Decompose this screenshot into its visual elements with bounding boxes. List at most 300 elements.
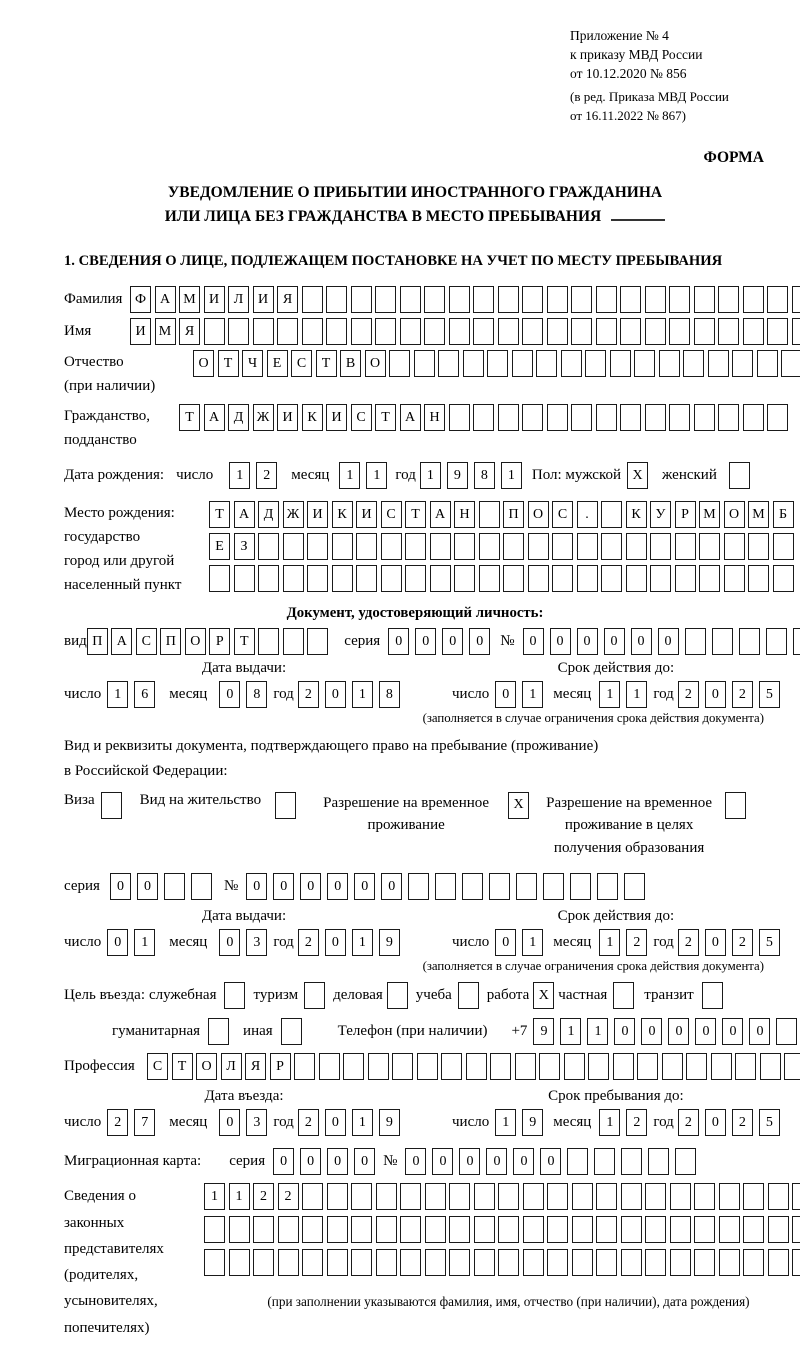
char-cell[interactable] [675,1148,696,1175]
char-cell[interactable] [425,1249,446,1276]
char-cell[interactable] [702,982,723,1009]
char-cell[interactable] [302,1183,323,1210]
char-cell[interactable] [613,1053,634,1080]
char-cell[interactable]: 0 [495,681,516,708]
char-cell[interactable] [523,1249,544,1276]
char-cell[interactable] [449,1183,470,1210]
char-cell[interactable] [307,628,328,655]
char-cell[interactable]: И [130,318,151,345]
char-cell[interactable] [792,286,800,313]
char-cell[interactable] [748,533,769,560]
char-cell[interactable]: X [627,462,648,489]
char-cell[interactable] [570,873,591,900]
char-cell[interactable] [164,873,185,900]
char-cell[interactable]: К [302,404,323,431]
char-cell[interactable] [767,404,788,431]
char-cell[interactable]: 0 [604,628,625,655]
char-cell[interactable] [792,1216,800,1243]
char-cell[interactable] [547,1249,568,1276]
char-cell[interactable]: 2 [256,462,277,489]
char-cell[interactable] [326,286,347,313]
char-cell[interactable] [462,873,483,900]
char-cell[interactable] [479,501,500,528]
char-cell[interactable] [522,318,543,345]
char-cell[interactable]: 2 [678,681,699,708]
char-cell[interactable] [523,1216,544,1243]
char-cell[interactable] [204,318,225,345]
char-cell[interactable]: 1 [134,929,155,956]
char-cell[interactable] [522,286,543,313]
char-cell[interactable]: Т [218,350,239,377]
char-cell[interactable] [281,1018,302,1045]
char-cell[interactable] [381,565,402,592]
char-cell[interactable] [503,565,524,592]
char-cell[interactable] [708,350,729,377]
char-cell[interactable]: М [699,501,720,528]
char-cell[interactable]: 7 [134,1109,155,1136]
char-cell[interactable]: 9 [533,1018,554,1045]
char-cell[interactable]: 1 [587,1018,608,1045]
char-cell[interactable]: 9 [522,1109,543,1136]
char-cell[interactable]: З [234,533,255,560]
char-cell[interactable] [620,286,641,313]
char-cell[interactable] [725,792,746,819]
char-cell[interactable] [209,565,230,592]
char-cell[interactable] [405,533,426,560]
char-cell[interactable]: 1 [229,462,250,489]
char-cell[interactable] [626,533,647,560]
char-cell[interactable] [258,628,279,655]
char-cell[interactable] [577,533,598,560]
char-cell[interactable] [596,286,617,313]
char-cell[interactable] [645,404,666,431]
char-cell[interactable] [424,286,445,313]
char-cell[interactable] [449,318,470,345]
char-cell[interactable] [487,350,508,377]
char-cell[interactable] [610,350,631,377]
char-cell[interactable]: 0 [695,1018,716,1045]
char-cell[interactable]: 0 [668,1018,689,1045]
char-cell[interactable] [792,318,800,345]
char-cell[interactable] [601,533,622,560]
char-cell[interactable]: М [155,318,176,345]
char-cell[interactable] [675,565,696,592]
char-cell[interactable] [234,565,255,592]
char-cell[interactable] [381,533,402,560]
char-cell[interactable] [376,1216,397,1243]
char-cell[interactable] [596,1249,617,1276]
char-cell[interactable]: 1 [107,681,128,708]
char-cell[interactable] [253,318,274,345]
char-cell[interactable]: 2 [678,929,699,956]
char-cell[interactable] [561,350,582,377]
char-cell[interactable]: Т [375,404,396,431]
char-cell[interactable] [498,404,519,431]
char-cell[interactable]: 0 [614,1018,635,1045]
char-cell[interactable]: О [193,350,214,377]
char-cell[interactable] [392,1053,413,1080]
char-cell[interactable] [430,565,451,592]
char-cell[interactable] [585,350,606,377]
char-cell[interactable] [523,1183,544,1210]
char-cell[interactable] [376,1249,397,1276]
char-cell[interactable] [743,318,764,345]
char-cell[interactable]: Л [228,286,249,313]
char-cell[interactable]: Д [258,501,279,528]
char-cell[interactable]: С [381,501,402,528]
char-cell[interactable]: 0 [327,873,348,900]
char-cell[interactable]: 1 [522,681,543,708]
char-cell[interactable]: 8 [246,681,267,708]
char-cell[interactable]: 9 [379,929,400,956]
char-cell[interactable] [645,1216,666,1243]
char-cell[interactable] [389,350,410,377]
char-cell[interactable]: Т [209,501,230,528]
char-cell[interactable] [621,1148,642,1175]
char-cell[interactable] [228,318,249,345]
char-cell[interactable]: И [204,286,225,313]
char-cell[interactable]: . [577,501,598,528]
char-cell[interactable] [543,873,564,900]
char-cell[interactable] [498,286,519,313]
char-cell[interactable] [594,1148,615,1175]
char-cell[interactable] [302,286,323,313]
char-cell[interactable]: 3 [246,929,267,956]
char-cell[interactable]: 0 [705,681,726,708]
char-cell[interactable] [283,628,304,655]
char-cell[interactable] [601,565,622,592]
char-cell[interactable] [326,318,347,345]
char-cell[interactable]: 0 [550,628,571,655]
char-cell[interactable] [686,1053,707,1080]
char-cell[interactable]: 0 [577,628,598,655]
char-cell[interactable] [498,318,519,345]
char-cell[interactable] [536,350,557,377]
char-cell[interactable]: 0 [327,1148,348,1175]
char-cell[interactable] [283,533,304,560]
char-cell[interactable] [376,1183,397,1210]
char-cell[interactable]: Я [179,318,200,345]
char-cell[interactable] [766,628,787,655]
char-cell[interactable]: Е [209,533,230,560]
char-cell[interactable]: 3 [246,1109,267,1136]
char-cell[interactable] [577,565,598,592]
char-cell[interactable] [739,628,760,655]
char-cell[interactable] [441,1053,462,1080]
char-cell[interactable]: 1 [560,1018,581,1045]
char-cell[interactable]: Т [405,501,426,528]
char-cell[interactable] [327,1249,348,1276]
char-cell[interactable]: Т [172,1053,193,1080]
char-cell[interactable] [515,1053,536,1080]
char-cell[interactable] [620,318,641,345]
char-cell[interactable] [458,982,479,1009]
char-cell[interactable]: Р [209,628,230,655]
char-cell[interactable]: 2 [626,1109,647,1136]
char-cell[interactable]: 0 [631,628,652,655]
char-cell[interactable] [571,318,592,345]
char-cell[interactable] [596,318,617,345]
char-cell[interactable]: 1 [599,1109,620,1136]
char-cell[interactable] [253,1249,274,1276]
char-cell[interactable]: 2 [732,681,753,708]
char-cell[interactable] [400,1216,421,1243]
char-cell[interactable]: 5 [759,681,780,708]
char-cell[interactable] [699,533,720,560]
char-cell[interactable]: 0 [325,1109,346,1136]
char-cell[interactable] [294,1053,315,1080]
char-cell[interactable] [304,982,325,1009]
char-cell[interactable] [229,1216,250,1243]
char-cell[interactable] [670,1249,691,1276]
char-cell[interactable] [588,1053,609,1080]
char-cell[interactable]: К [332,501,353,528]
char-cell[interactable] [351,1249,372,1276]
char-cell[interactable] [498,1249,519,1276]
char-cell[interactable] [669,318,690,345]
char-cell[interactable]: Е [267,350,288,377]
char-cell[interactable]: 0 [705,1109,726,1136]
char-cell[interactable] [258,565,279,592]
char-cell[interactable] [438,350,459,377]
char-cell[interactable] [356,533,377,560]
char-cell[interactable] [405,565,426,592]
char-cell[interactable] [498,1183,519,1210]
char-cell[interactable] [768,1216,789,1243]
char-cell[interactable] [547,1216,568,1243]
char-cell[interactable] [781,350,800,377]
char-cell[interactable] [351,318,372,345]
char-cell[interactable]: 1 [599,929,620,956]
char-cell[interactable] [743,1216,764,1243]
char-cell[interactable] [793,628,800,655]
char-cell[interactable] [748,565,769,592]
char-cell[interactable]: И [277,404,298,431]
char-cell[interactable]: 1 [501,462,522,489]
char-cell[interactable]: 1 [352,929,373,956]
char-cell[interactable] [449,404,470,431]
char-cell[interactable]: 0 [523,628,544,655]
char-cell[interactable]: А [400,404,421,431]
char-cell[interactable]: Т [316,350,337,377]
char-cell[interactable] [400,286,421,313]
char-cell[interactable] [683,350,704,377]
char-cell[interactable] [449,1249,470,1276]
char-cell[interactable] [564,1053,585,1080]
char-cell[interactable] [626,565,647,592]
char-cell[interactable] [621,1249,642,1276]
char-cell[interactable] [596,404,617,431]
char-cell[interactable] [552,565,573,592]
char-cell[interactable] [669,286,690,313]
char-cell[interactable] [621,1216,642,1243]
char-cell[interactable]: 0 [415,628,436,655]
char-cell[interactable]: 2 [298,681,319,708]
char-cell[interactable] [645,1249,666,1276]
char-cell[interactable]: X [533,982,554,1009]
char-cell[interactable]: Н [454,501,475,528]
char-cell[interactable]: Я [277,286,298,313]
char-cell[interactable] [547,318,568,345]
char-cell[interactable]: 0 [722,1018,743,1045]
char-cell[interactable]: 8 [474,462,495,489]
char-cell[interactable] [332,565,353,592]
char-cell[interactable] [454,533,475,560]
char-cell[interactable] [743,404,764,431]
char-cell[interactable] [191,873,212,900]
char-cell[interactable]: 1 [352,1109,373,1136]
char-cell[interactable]: 0 [273,1148,294,1175]
char-cell[interactable]: О [365,350,386,377]
char-cell[interactable] [719,1216,740,1243]
char-cell[interactable]: С [291,350,312,377]
char-cell[interactable] [768,1183,789,1210]
char-cell[interactable]: Ф [130,286,151,313]
char-cell[interactable]: А [111,628,132,655]
char-cell[interactable] [277,318,298,345]
char-cell[interactable]: Ж [283,501,304,528]
char-cell[interactable]: Л [221,1053,242,1080]
char-cell[interactable]: О [185,628,206,655]
char-cell[interactable] [343,1053,364,1080]
char-cell[interactable] [208,1018,229,1045]
char-cell[interactable]: 1 [420,462,441,489]
char-cell[interactable]: Р [270,1053,291,1080]
char-cell[interactable]: 0 [219,681,240,708]
char-cell[interactable] [699,565,720,592]
char-cell[interactable]: 0 [641,1018,662,1045]
char-cell[interactable] [694,1216,715,1243]
char-cell[interactable] [685,628,706,655]
char-cell[interactable] [430,533,451,560]
char-cell[interactable] [784,1053,800,1080]
char-cell[interactable] [743,286,764,313]
char-cell[interactable] [547,286,568,313]
char-cell[interactable]: 0 [540,1148,561,1175]
char-cell[interactable] [351,286,372,313]
char-cell[interactable] [773,533,794,560]
char-cell[interactable] [645,318,666,345]
char-cell[interactable]: X [508,792,529,819]
char-cell[interactable]: 0 [300,873,321,900]
char-cell[interactable] [572,1249,593,1276]
char-cell[interactable] [718,318,739,345]
char-cell[interactable]: 1 [626,681,647,708]
char-cell[interactable] [634,350,655,377]
char-cell[interactable]: 0 [658,628,679,655]
char-cell[interactable]: О [724,501,745,528]
char-cell[interactable] [694,404,715,431]
char-cell[interactable]: 2 [298,929,319,956]
char-cell[interactable]: О [196,1053,217,1080]
char-cell[interactable]: 0 [354,873,375,900]
char-cell[interactable] [669,404,690,431]
char-cell[interactable] [597,873,618,900]
char-cell[interactable]: И [326,404,347,431]
char-cell[interactable] [694,286,715,313]
char-cell[interactable] [645,1183,666,1210]
char-cell[interactable] [675,533,696,560]
char-cell[interactable]: Р [675,501,696,528]
char-cell[interactable] [414,350,435,377]
char-cell[interactable]: 0 [273,873,294,900]
char-cell[interactable] [670,1183,691,1210]
char-cell[interactable]: 1 [339,462,360,489]
char-cell[interactable] [724,565,745,592]
char-cell[interactable] [400,1249,421,1276]
char-cell[interactable]: 0 [486,1148,507,1175]
char-cell[interactable]: 2 [278,1183,299,1210]
char-cell[interactable]: 2 [298,1109,319,1136]
char-cell[interactable] [757,350,778,377]
char-cell[interactable]: И [356,501,377,528]
char-cell[interactable] [645,286,666,313]
char-cell[interactable] [101,792,122,819]
char-cell[interactable] [792,1249,800,1276]
char-cell[interactable]: С [147,1053,168,1080]
char-cell[interactable] [567,1148,588,1175]
char-cell[interactable] [624,873,645,900]
char-cell[interactable] [767,318,788,345]
char-cell[interactable] [621,1183,642,1210]
char-cell[interactable] [719,1183,740,1210]
char-cell[interactable] [718,404,739,431]
char-cell[interactable]: С [351,404,372,431]
char-cell[interactable] [694,1249,715,1276]
char-cell[interactable] [596,1216,617,1243]
char-cell[interactable] [547,404,568,431]
char-cell[interactable] [204,1249,225,1276]
char-cell[interactable]: А [204,404,225,431]
char-cell[interactable] [650,533,671,560]
char-cell[interactable] [729,462,750,489]
char-cell[interactable]: 0 [137,873,158,900]
char-cell[interactable]: Т [179,404,200,431]
char-cell[interactable] [572,1183,593,1210]
char-cell[interactable]: 0 [219,929,240,956]
char-cell[interactable]: 0 [246,873,267,900]
char-cell[interactable]: 1 [495,1109,516,1136]
char-cell[interactable]: 5 [759,929,780,956]
char-cell[interactable]: 2 [732,1109,753,1136]
char-cell[interactable]: В [340,350,361,377]
char-cell[interactable] [466,1053,487,1080]
char-cell[interactable] [474,1249,495,1276]
char-cell[interactable]: 1 [366,462,387,489]
char-cell[interactable]: 2 [678,1109,699,1136]
char-cell[interactable] [490,1053,511,1080]
char-cell[interactable]: 1 [522,929,543,956]
char-cell[interactable]: 1 [352,681,373,708]
char-cell[interactable]: 2 [626,929,647,956]
char-cell[interactable]: И [253,286,274,313]
char-cell[interactable]: 0 [432,1148,453,1175]
char-cell[interactable] [473,404,494,431]
char-cell[interactable] [375,286,396,313]
char-cell[interactable] [724,533,745,560]
char-cell[interactable] [719,1249,740,1276]
char-cell[interactable]: П [87,628,108,655]
char-cell[interactable]: 0 [513,1148,534,1175]
char-cell[interactable] [454,565,475,592]
char-cell[interactable] [712,628,733,655]
char-cell[interactable] [278,1216,299,1243]
char-cell[interactable] [278,1249,299,1276]
char-cell[interactable] [302,1249,323,1276]
char-cell[interactable] [283,565,304,592]
char-cell[interactable] [694,318,715,345]
char-cell[interactable]: М [748,501,769,528]
